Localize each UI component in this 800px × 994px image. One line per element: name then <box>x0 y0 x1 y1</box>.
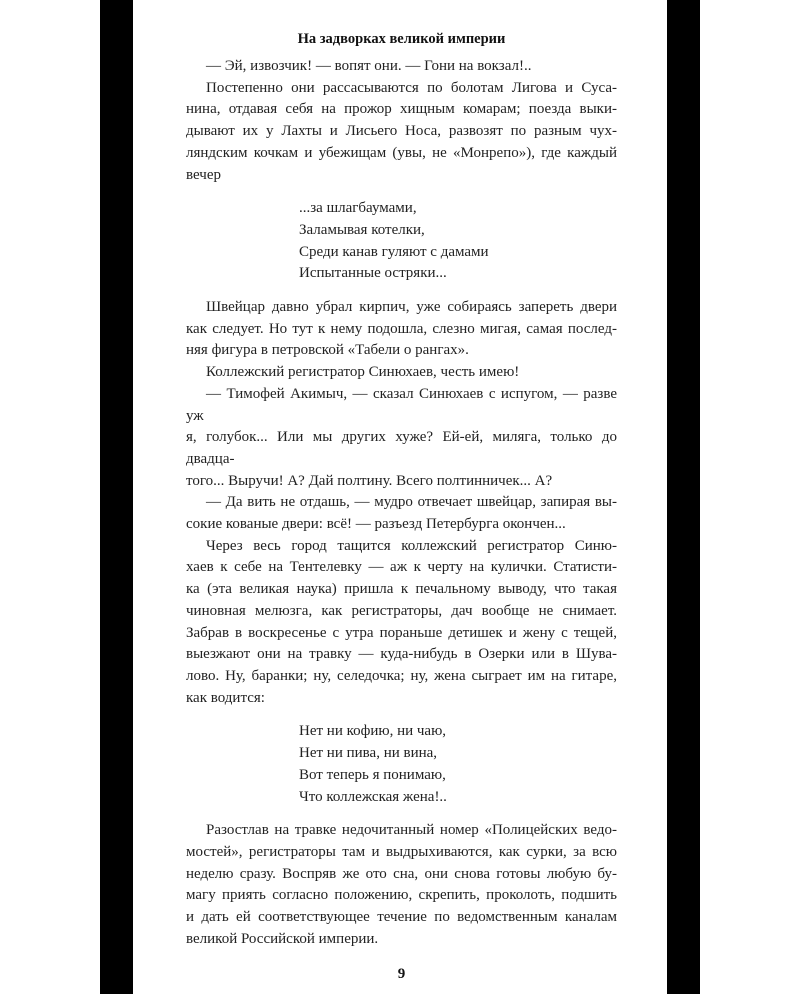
text-line: хаев к себе на Тентелевку — аж к черту на кулички. Статисти- <box>186 559 617 576</box>
text-line: вечер <box>186 166 221 183</box>
verse-quote <box>299 198 617 285</box>
text-line: Постепенно они рассасываются по болотам Лигова и Суса- <box>206 79 617 96</box>
text-line: я, голубок... Или мы других хуже? Ей-ей, миляга, только до двадца- <box>186 429 617 467</box>
text-line: как следует. Но тут к нему подошла, слезно мигая, самая послед- <box>186 320 617 337</box>
text-line: Коллежский регистратор Синюхаев, честь имею! <box>206 364 520 381</box>
verse-quote <box>299 721 617 808</box>
text-line: ка (эта великая наука) пришла к печальному выводу, что такая <box>186 581 617 598</box>
running-header: На задворках великой империи <box>297 31 506 47</box>
text-line: чиновная мелюзга, как регистраторы, дач вообще не снимает. <box>186 602 617 619</box>
text-line: лово. Ну, баранки; ну, селедочка; ну, жена сыграет им на гитаре, <box>186 667 617 684</box>
verse-line: Нет ни пива, ни вина, <box>299 745 438 762</box>
paragraph <box>186 56 617 78</box>
text-line: того... Выручи! А? Дай полтину. Всего полтинничек... А? <box>186 472 553 489</box>
text-line: Забрав в воскресенье с утра пораньше детишек и жену с тещей, <box>186 624 617 641</box>
verse-line: ...за шлагбаумами, <box>299 200 417 217</box>
text-line: нина, отдавая себя на прожор хищным комарам; поезда выки- <box>186 101 617 118</box>
text-line: дывают их у Лахты и Лисьего Носа, развозят по разным чух- <box>186 123 617 140</box>
text-line: великой Российской империи. <box>186 930 379 947</box>
text-line: ляндским кочкам и убежищам (увы, не «Монрепо»), где каждый <box>186 144 617 161</box>
scan-border-left <box>100 0 133 994</box>
text-line: Швейцар давно убрал кирпич, уже собираясь запереть двери <box>206 299 617 316</box>
verse-line: Заламывая котелки, <box>299 221 425 238</box>
text-column <box>186 0 617 994</box>
text-line: мостей», регистраторы там и выдрыхиваются, как сурки, за всю <box>186 843 617 860</box>
text-line: выезжают они на травку — куда-нибудь в Озерки или в Шува- <box>186 646 617 663</box>
text-line: Через весь город тащится коллежский регистратор Синю- <box>206 537 617 554</box>
text-line: магу приять согласно положению, скрепить, проколоть, подшить <box>186 887 617 904</box>
text-line: неделю сразу. Воспряв же ото сна, они снова готовы любую бу- <box>186 865 617 882</box>
verse-line: Среди канав гуляют с дамами <box>299 243 489 260</box>
paragraph <box>186 78 617 187</box>
text-line: сокие кованые двери: всё! — разъезд Петербурга окончен... <box>186 516 566 533</box>
text-line: и дать ей соответствующее течение по ведомственным каналам <box>186 909 617 926</box>
paragraph <box>186 362 617 384</box>
text-line: — Тимофей Акимыч, — сказал Синюхаев с испугом, — разве уж <box>186 385 617 424</box>
scan-border-right <box>667 0 700 994</box>
paragraph <box>186 820 617 950</box>
book-page <box>133 0 667 994</box>
paragraph <box>186 297 617 362</box>
text-line: как водится: <box>186 689 265 706</box>
text-line: — Эй, извозчик! — вопят они. — Гони на вокзал!.. <box>206 58 532 74</box>
text-line: — Да вить не отдашь, — мудро отвечает швейцар, запирая вы- <box>206 494 617 511</box>
text-line: няя фигура в петровской «Табели о рангах». <box>186 342 469 359</box>
verse-line: Вот теперь я понимаю, <box>299 766 446 783</box>
verse-line: Испытанные остряки... <box>299 265 447 282</box>
text-line: Разостлав на травке недочитанный номер «Полицейских ведо- <box>206 822 617 839</box>
paragraph <box>186 492 617 535</box>
verse-line: Что коллежская жена!.. <box>299 788 447 805</box>
paragraph <box>186 536 617 710</box>
page-number: 9 <box>397 966 406 983</box>
paragraph <box>186 384 617 493</box>
verse-line: Нет ни кофию, ни чаю, <box>299 723 447 740</box>
